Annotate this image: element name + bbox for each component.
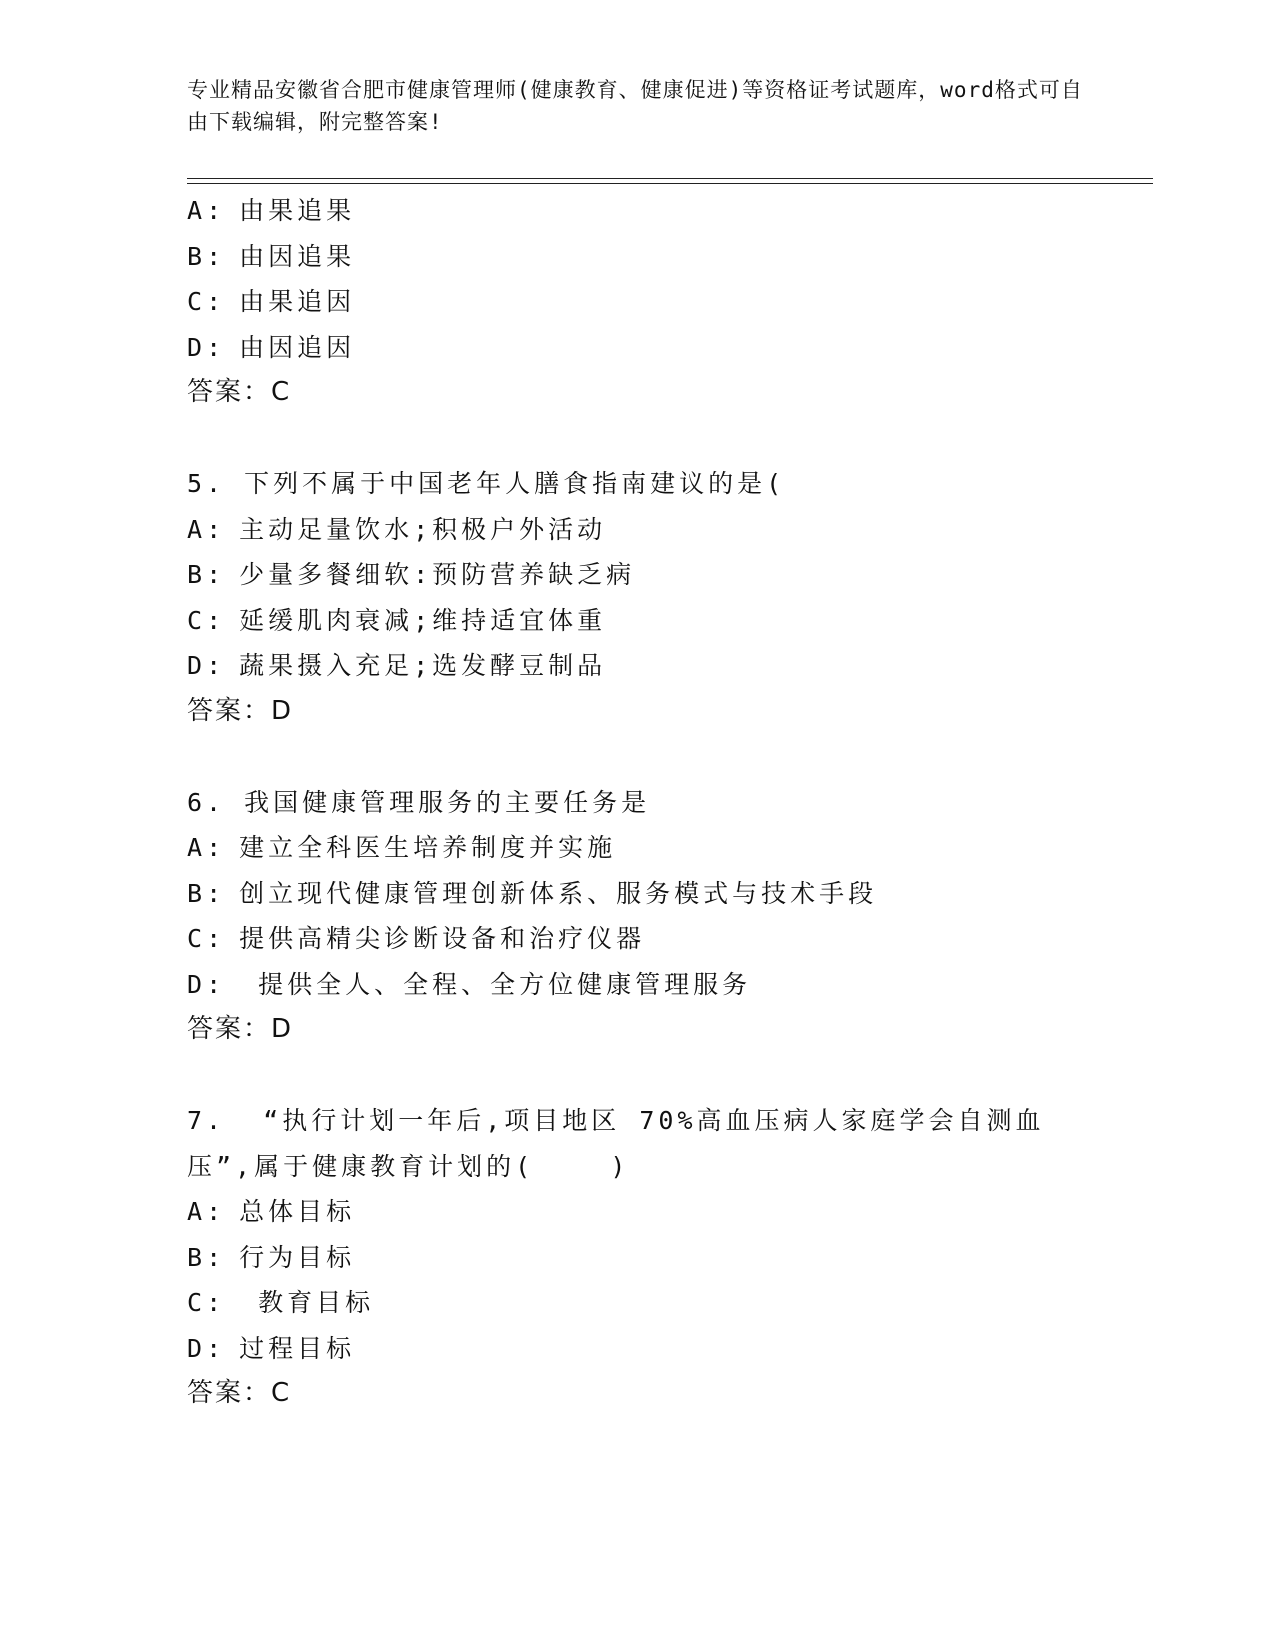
option-b: B: 行为目标 — [187, 1242, 356, 1272]
option-c: C: 由果追因 — [187, 287, 356, 316]
document-header: 专业精品安徽省合肥市健康管理师(健康教育、健康促进)等资格证考试题库，word格式可自由下载编辑，附完整答案! — [187, 78, 1083, 134]
option-d: D: 蔬果摄入充足;选发酵豆制品 — [187, 651, 607, 680]
question-stem: 6. 我国健康管理服务的主要任务是 — [187, 787, 651, 817]
option-d: D: 提供全人、全程、全方位健康管理服务 — [187, 969, 752, 999]
question-5 — [187, 461, 1147, 734]
option-c: C: 延缓肌肉衰减;维持适宜体重 — [187, 605, 607, 635]
answer: 答案：C — [187, 377, 292, 407]
option-b: B: 少量多餐细软:预防营养缺乏病 — [187, 560, 636, 589]
option-c: C: 提供高精尖诊断设备和治疗仪器 — [187, 924, 646, 953]
option-d: D: 过程目标 — [187, 1333, 356, 1363]
option-a: A: 建立全科医生培养制度并实施 — [187, 833, 617, 862]
option-a: A: 由果追果 — [187, 196, 356, 225]
header-rule-bottom — [187, 183, 1153, 184]
option-b: B: 创立现代健康管理创新体系、服务模式与技术手段 — [187, 878, 878, 908]
option-d: D: 由因追因 — [187, 332, 356, 362]
option-c: C: 教育目标 — [187, 1288, 375, 1317]
answer: 答案：D — [187, 695, 294, 726]
answer: 答案：C — [187, 1378, 292, 1408]
header-rule-top — [187, 178, 1153, 179]
question-7 — [187, 1098, 1147, 1417]
question-6 — [187, 780, 1147, 1053]
question-stem: 5. 下列不属于中国老年人膳食指南建议的是( — [187, 469, 786, 498]
question-list — [187, 188, 1147, 1417]
answer: 答案：D — [187, 1014, 294, 1044]
option-a: A: 总体目标 — [187, 1197, 356, 1226]
option-a: A: 主动足量饮水;积极户外活动 — [187, 514, 607, 544]
option-b: B: 由因追果 — [187, 241, 356, 271]
question-stem: 7. “执行计划一年后,项目地区 70%高血压病人家庭学会自测血压”,属于健康教育计划的( ) — [187, 1106, 1045, 1181]
question-4 — [187, 188, 1147, 416]
